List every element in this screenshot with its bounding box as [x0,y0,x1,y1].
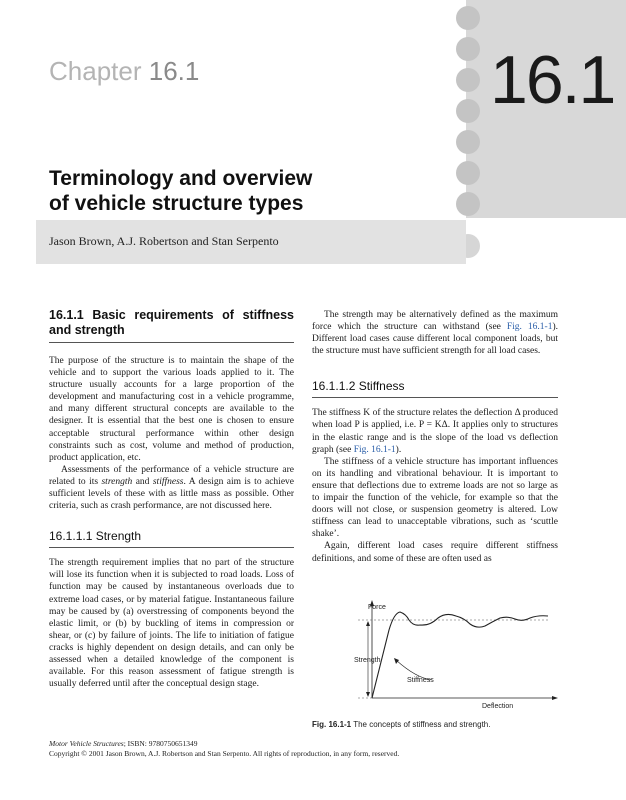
paragraph: The purpose of the structure is to maintain the shape of the vehicle and to support the various loads applied to it. The structure usually accounts for a large proportion of the development and manufacturing cost in a vehicle programme, and many different structural concepts are available to the designer. It is essential that the best one is chosen to ensure acceptable structural performance within other design constraints such as cost, volume and method of production, product application, etc. [49,356,294,463]
decorative-dot [456,68,480,92]
page-footer [49,739,399,759]
chapter-word: Chapter [49,56,142,86]
paragraph: The strength requirement implies that no part of the structure will lose its function when it is subjected to road loads. Loss of function may be caused by instantaneous overloads due to extreme load cases, or by material fatigue. Instantaneous failure may be caused by (a) overstressing of components beyond the elastic limit, or (b) by buckling of items in compression or shear, or (c) by failure of joints. The life to initiation of fatigue cracks is highly dependent on design details, and can only be assessed when a detailed knowledge of the component is available. For this reason assessment of fatigue strength is usually deferred until after the conceptual design stage. [49,558,294,690]
copyright: Copyright © 2001 Jason Brown, A.J. Robertson and Stan Serpento. All rights of reproduction, in any form, reserved. [49,749,400,758]
paragraph: Again, different load cases require different stiffness definitions, and some of these are often used as [312,541,558,564]
authors: Jason Brown, A.J. Robertson and Stan Serpento [49,234,279,248]
emphasis-stiffness: stiffness [152,476,184,487]
stiffness-strength-figure [312,598,560,714]
load-deflection-curve [372,612,548,698]
force-label: Force [368,604,386,611]
figure-link[interactable]: Fig. 16.1-1 [506,322,553,333]
chapter-big-number: 16.1 [490,42,615,118]
footer-citation [49,739,399,749]
book-title: Motor Vehicle Structures [49,739,124,748]
section-heading-basic-requirements: 16.1.1 Basic requirements of stiffness and strength [49,308,294,343]
text-run: and [132,476,153,487]
strength-label: Strength [354,657,381,664]
decorative-dot [456,6,480,30]
text-run: Assessments of the performance of a vehicle structure are related to its [49,464,294,487]
paragraph: The stiffness of a vehicle structure has important influences on its handling and vibrational behaviour. It is important to ensure that deflections due to extreme loads are not so large as to impair the function of the vehicle, for example so that the doors will not close, or suspension geometry is altered. Low stiffness can lead to unacceptable vibrations, such as ‘scuttle shake’. [312,456,558,540]
text-run: . A design aim is to achieve sufficient levels of these with as little mass as possible. Other criteria, such as crash performance, are not discussed here. [49,476,294,512]
paragraph [312,407,558,455]
decorative-dot [456,161,480,185]
paragraph [49,464,294,512]
text-run: The strength may be alternatively defined as the maximum force which the structure can withstand (see [312,310,558,333]
title-line: Terminology and overview [49,167,313,190]
figure-caption-text: The concepts of stiffness and strength. [353,720,491,729]
isbn: ; ISBN: 9780750651349 [123,739,198,748]
decorative-dot [456,192,480,216]
strength-arrow-bottom [366,692,370,697]
strength-arrow-top [366,621,370,626]
chapter-number: 16.1 [148,56,200,86]
left-column [49,308,294,690]
deflection-axis-arrow [552,696,558,700]
subsection-heading-stiffness: 16.1.1.2 Stiffness [312,379,558,398]
text-run: ). [395,444,402,455]
decorative-dot [456,37,480,61]
figure-caption [312,720,490,729]
text-run: The stiffness K of the structure relates the deflection Δ produced when load P is applied, i.e. P = KΔ. It applies only to structures in the elastic range and is the slope of the load vs deflection graph (see [312,408,558,455]
paragraph [312,309,558,357]
subsection-heading-strength: 16.1.1.1 Strength [49,529,294,548]
figure-caption-label: Fig. 16.1-1 [312,720,352,729]
decorative-dot [456,99,480,123]
title-line: of vehicle structure types [49,192,304,215]
chapter-title [49,166,449,216]
deflection-label: Deflection [482,703,514,710]
emphasis-strength: strength [101,476,133,487]
figure-link[interactable]: Fig. 16.1-1 [353,444,396,455]
decorative-dot [456,130,480,154]
stiffness-pointer-arrow [394,658,399,664]
chapter-label [49,56,199,87]
stiffness-label: Stiffness [407,677,434,684]
right-column [312,309,558,565]
text-run: ). Different load cases cause different local component loads, but the structure must have sufficient strength for all load cases. [312,322,558,357]
